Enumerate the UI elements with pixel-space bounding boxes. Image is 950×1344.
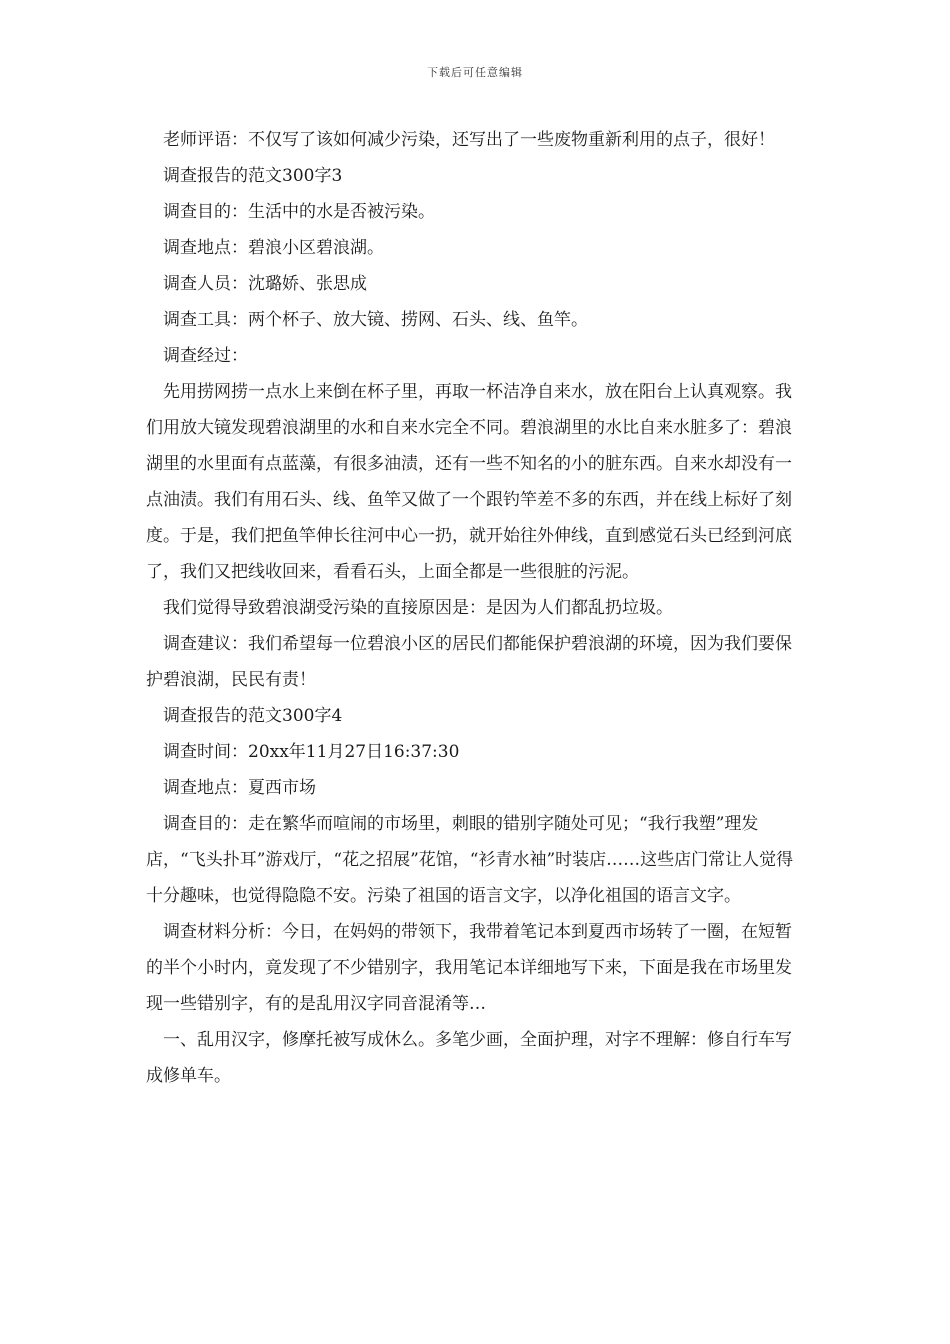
paragraph-purpose: 调查目的：生活中的水是否被污染。: [163, 202, 435, 222]
paragraph-tools: 调查工具：两个杯子、放大镜、捞网、石头、线、鱼竿。: [163, 310, 588, 330]
section-title-3: 调查报告的范文300字3: [163, 166, 343, 186]
paragraph-analysis: 调查材料分析：今日，在妈妈的带领下，我带着笔记本到夏西市场转了一圈，在短暂的半个小时内，竟发现了不少错别字，我用笔记本详细地写下来，下面是我在市场里发现一些错别字，有的是乱用汉字同音混淆等…: [146, 922, 792, 1014]
paragraph-item-one: 一、乱用汉字，修摩托被写成休么。多笔少画，全面护理，对字不理解：修自行车写成修单车。: [146, 1030, 792, 1086]
paragraph-cause: 我们觉得导致碧浪湖受污染的直接原因是：是因为人们都乱扔垃圾。: [163, 598, 673, 618]
paragraph-process: 先用捞网捞一点水上来倒在杯子里，再取一杯洁净自来水，放在阳台上认真观察。我们用放大镜发现碧浪湖里的水和自来水完全不同。碧浪湖里的水比自来水脏多了：碧浪湖里的水里面有点蓝藻，有很多油渍，还有一些不知名的小的脏东西。自来水却没有一点油渍。我们有用石头、线、鱼竿又做了一个跟钓竿差不多的东西，并在线上标好了刻度。于是，我们把鱼竿伸长往河中心一扔，就开始往外伸线，直到感觉石头已经到河底了，我们又把线收回来，看看石头，上面全都是一些很脏的污泥。: [146, 382, 792, 582]
paragraph-market-location: 调查地点：夏西市场: [163, 778, 316, 798]
paragraph-location: 调查地点：碧浪小区碧浪湖。: [163, 238, 384, 258]
document-body: [146, 122, 806, 1094]
paragraph-process-label: 调查经过：: [163, 346, 248, 366]
section-title-4: 调查报告的范文300字4: [163, 706, 343, 726]
paragraph-suggestion: 调查建议：我们希望每一位碧浪小区的居民们都能保护碧浪湖的环境，因为我们要保护碧浪湖，民民有责！: [146, 634, 792, 690]
paragraph-teacher-comment: 老师评语：不仅写了该如何减少污染，还写出了一些废物重新利用的点子，很好！: [163, 130, 775, 150]
paragraph-time: 调查时间：20xx年11月27日16:37:30: [163, 742, 460, 762]
page-header: 下载后可任意编辑: [427, 66, 523, 79]
paragraph-market-purpose: 调查目的：走在繁华而喧闹的市场里，刺眼的错别字随处可见；“我行我塑”理发店，“飞头扑耳”游戏厅，“花之招展”花馆，“衫青水袖”时装店……这些店门常让人觉得十分趣味，也觉得隐隐不安。污染了祖国的语言文字，以净化祖国的语言文字。: [146, 814, 794, 906]
paragraph-personnel: 调查人员：沈璐娇、张思成: [163, 274, 367, 294]
